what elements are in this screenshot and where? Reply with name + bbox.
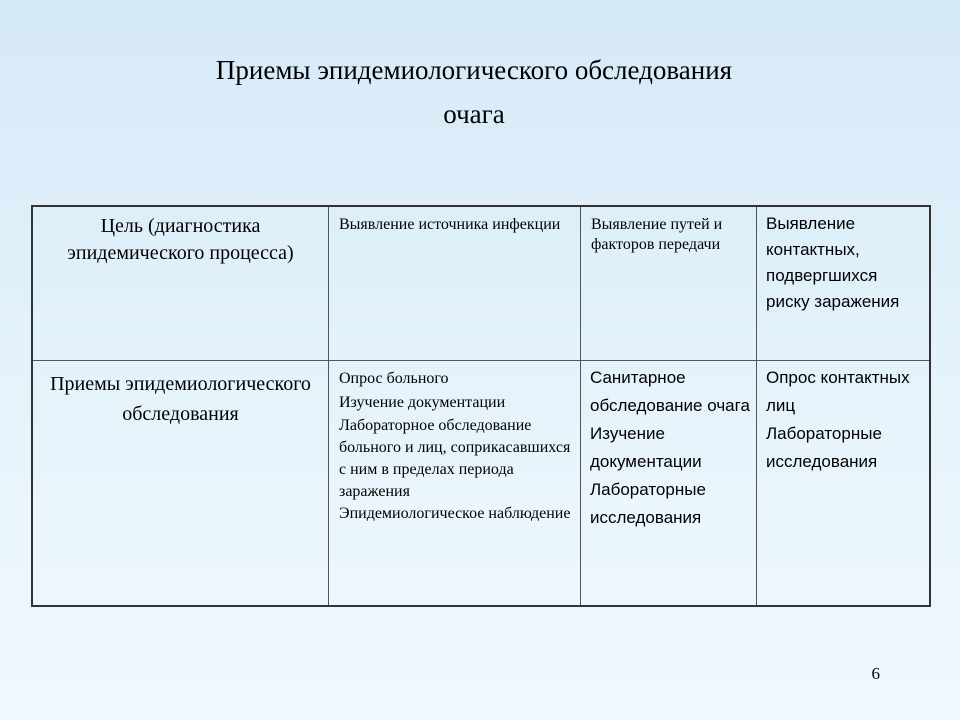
list-item: Опрос больного [339,370,449,387]
list-item: Лабораторные исследования [590,480,706,527]
table-cell-contacts-methods [757,361,929,605]
page-number: 6 [871,664,880,683]
slide-title: Приемы эпидемиологического обследования очага [215,55,733,129]
table-cell-source-detection: Выявление источника инфекции [329,207,581,361]
list-item: Эпидемиологическое наблюдение [339,505,571,522]
list-item: Изучение документации [590,424,702,471]
list-item: Лабораторные исследования [766,424,882,471]
methods-table [31,205,931,607]
list-item: Изучение документации [339,394,506,411]
list-item: Лабораторное обследование больного и лиц, соприкасавшихся с ним в пределах периода заражения [339,417,571,500]
table-cell-contacts-detection: Выявление контактных, подвергшихся риску заражения [757,207,929,361]
table-cell-goal-header: Цель (диагностика эпидемического процесса) [33,207,329,361]
table-cell-transmission-detection: Выявление путей и факторов передачи [581,207,757,361]
list-item: Опрос контактных лиц [766,368,910,415]
list-item: Санитарное обследование очага [590,368,750,415]
table-cell-transmission-methods [581,361,757,605]
table-cell-methods-header: Приемы эпидемиологического обследования [33,361,329,605]
table-cell-source-methods [329,361,581,605]
